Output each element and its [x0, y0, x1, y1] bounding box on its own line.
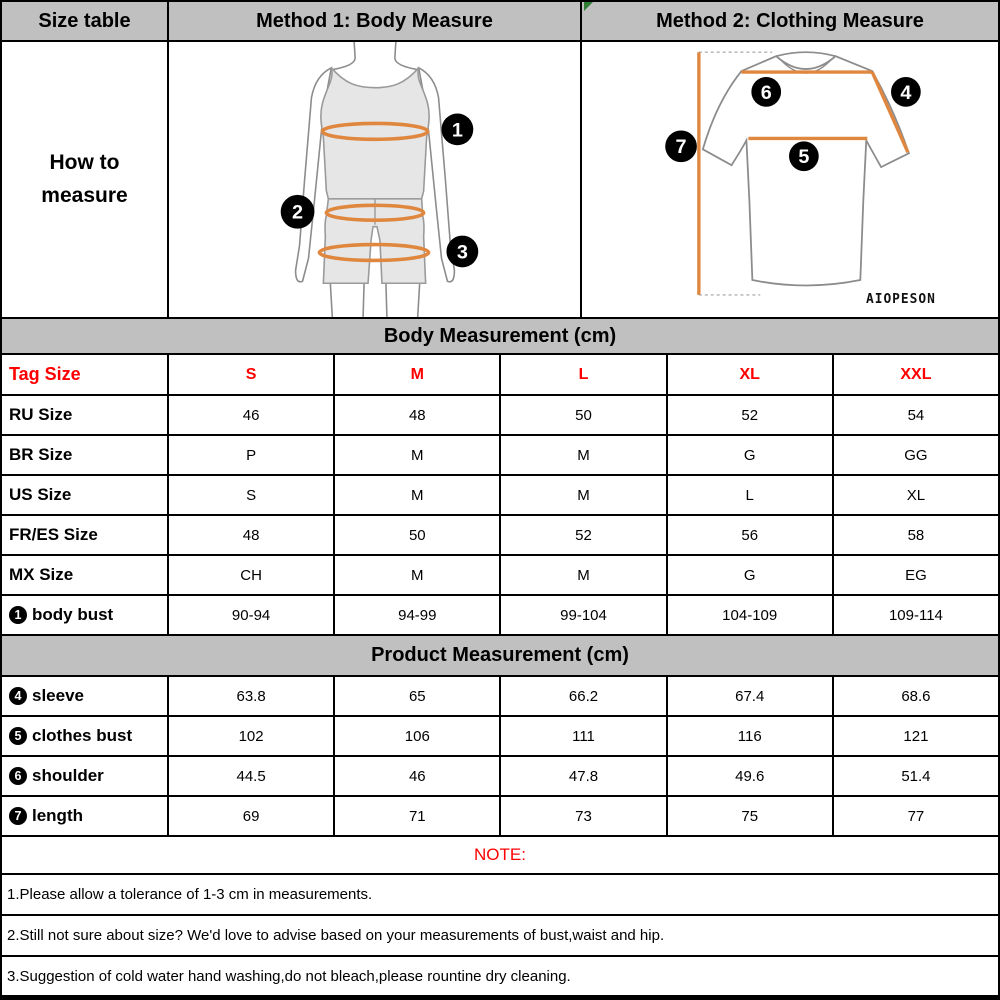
size-col-xxl: XXL — [834, 355, 998, 394]
note-title: NOTE: — [2, 837, 998, 875]
row-label-text: body bust — [32, 605, 114, 624]
table-row-length — [2, 797, 998, 837]
badge-1-icon: 1 — [9, 606, 27, 624]
table-row-ru-size — [2, 396, 998, 436]
size-table-title: Size table — [2, 2, 169, 40]
cell-value: 58 — [834, 516, 998, 554]
measure-point-4-label: 4 — [900, 81, 912, 104]
cell-value: 47.8 — [501, 757, 667, 795]
row-label — [2, 757, 169, 795]
tshirt-illustration — [582, 42, 998, 317]
row-label — [2, 596, 169, 634]
row-label: FR/ES Size — [2, 516, 169, 554]
note-item-3: 3.Suggestion of cold water hand washing,do not bleach,please rountine dry cleaning. — [7, 967, 571, 985]
cell-value: 50 — [335, 516, 501, 554]
row-label — [2, 717, 169, 755]
badge-6-icon: 6 — [9, 767, 27, 785]
cell-value: CH — [169, 556, 335, 594]
measure-point-6-label: 6 — [760, 81, 772, 104]
row-label-text: sleeve — [32, 686, 84, 705]
corner-flag-icon — [584, 2, 593, 11]
tag-size-row — [2, 355, 998, 396]
cell-value: 109-114 — [834, 596, 998, 634]
row-label: BR Size — [2, 436, 169, 474]
body-measure-diagram — [169, 42, 582, 317]
cell-value: G — [668, 556, 834, 594]
size-col-l: L — [501, 355, 667, 394]
row-label-text: shoulder — [32, 766, 104, 785]
brand-text: AIOPESON — [865, 291, 936, 307]
method1-title: Method 1: Body Measure — [169, 2, 582, 40]
cell-value: GG — [834, 436, 998, 474]
cell-value: 121 — [834, 717, 998, 755]
badge-5-icon: 5 — [9, 727, 27, 745]
how-to-measure-label: How to measure — [41, 150, 128, 207]
cell-value: 71 — [335, 797, 501, 835]
cell-value: 104-109 — [668, 596, 834, 634]
size-col-xl: XL — [668, 355, 834, 394]
measure-point-5-label: 5 — [798, 146, 810, 169]
table-row-clothes-bust — [2, 717, 998, 757]
table-row-fres-size — [2, 516, 998, 556]
measure-point-3-label: 3 — [456, 241, 468, 264]
cell-value: 99-104 — [501, 596, 667, 634]
cell-value: M — [501, 436, 667, 474]
cell-value: 49.6 — [668, 757, 834, 795]
cell-value: G — [668, 436, 834, 474]
cell-value: 90-94 — [169, 596, 335, 634]
note-item-1: 1.Please allow a tolerance of 1-3 cm in measurements. — [2, 875, 998, 916]
cell-value: 77 — [834, 797, 998, 835]
table-row-shoulder — [2, 757, 998, 797]
cell-value: L — [668, 476, 834, 514]
row-label: US Size — [2, 476, 169, 514]
cell-value: 116 — [668, 717, 834, 755]
how-to-measure-cell — [2, 42, 169, 317]
cell-value: 66.2 — [501, 677, 667, 715]
table-row-mx-size — [2, 556, 998, 596]
cell-value: 56 — [668, 516, 834, 554]
method2-title-text: Method 2: Clothing Measure — [656, 9, 924, 32]
table-row-us-size — [2, 476, 998, 516]
cell-value: 52 — [501, 516, 667, 554]
badge-7-icon: 7 — [9, 807, 27, 825]
cell-value: 48 — [169, 516, 335, 554]
clothing-measure-diagram — [582, 42, 998, 317]
cell-value: 67.4 — [668, 677, 834, 715]
illustration-row — [2, 42, 998, 319]
cell-value: 111 — [501, 717, 667, 755]
badge-4-icon: 4 — [9, 687, 27, 705]
row-label: MX Size — [2, 556, 169, 594]
cell-value: 106 — [335, 717, 501, 755]
cell-value: M — [335, 436, 501, 474]
measure-point-1-label: 1 — [451, 119, 463, 142]
cell-value: 54 — [834, 396, 998, 434]
body-figure-illustration — [169, 42, 580, 317]
cell-value: M — [335, 476, 501, 514]
cell-value: 48 — [335, 396, 501, 434]
cell-value: XL — [834, 476, 998, 514]
top-header-row — [2, 2, 998, 42]
cell-value: M — [335, 556, 501, 594]
tag-size-label: Tag Size — [2, 355, 169, 394]
cell-value: P — [169, 436, 335, 474]
row-label: RU Size — [2, 396, 169, 434]
measure-point-2-label: 2 — [292, 201, 304, 224]
table-row-br-size — [2, 436, 998, 476]
cell-value: 46 — [169, 396, 335, 434]
row-label-text: clothes bust — [32, 726, 133, 745]
product-measurement-section-title: Product Measurement (cm) — [2, 636, 998, 677]
cell-value: 75 — [668, 797, 834, 835]
method2-title — [582, 2, 998, 40]
cell-value: 65 — [335, 677, 501, 715]
cell-value: S — [169, 476, 335, 514]
cell-value: 50 — [501, 396, 667, 434]
cell-value: M — [501, 556, 667, 594]
cell-value: 94-99 — [335, 596, 501, 634]
size-col-m: M — [335, 355, 501, 394]
cell-value: 46 — [335, 757, 501, 795]
cell-value: 52 — [668, 396, 834, 434]
row-label — [2, 677, 169, 715]
cell-value: 73 — [501, 797, 667, 835]
cell-value: 44.5 — [169, 757, 335, 795]
cell-value: M — [501, 476, 667, 514]
cell-value: 68.6 — [834, 677, 998, 715]
size-col-s: S — [169, 355, 335, 394]
tank-top — [321, 68, 429, 199]
cell-value: 51.4 — [834, 757, 998, 795]
measure-point-7-label: 7 — [675, 136, 687, 159]
row-label — [2, 797, 169, 835]
body-measurement-section-title: Body Measurement (cm) — [2, 319, 998, 355]
cell-value: EG — [834, 556, 998, 594]
note-item-2: 2.Still not sure about size? We'd love to advise based on your measurements of bust,waist and hip. — [2, 916, 998, 957]
row-label-text: length — [32, 806, 83, 825]
cell-value: 69 — [169, 797, 335, 835]
table-row-sleeve — [2, 677, 998, 717]
cell-value: 102 — [169, 717, 335, 755]
cell-value: 63.8 — [169, 677, 335, 715]
table-row-body-bust — [2, 596, 998, 636]
